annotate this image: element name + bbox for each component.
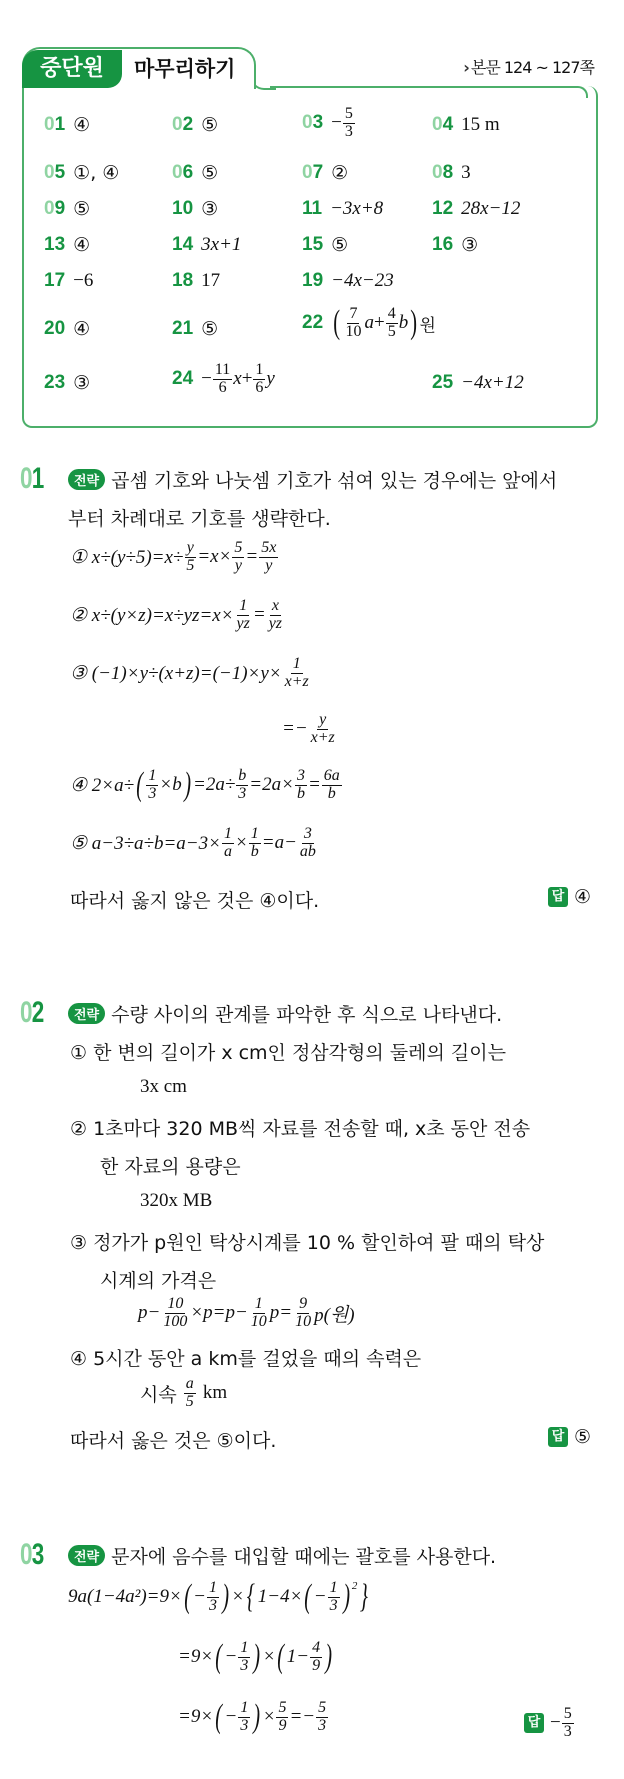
- solution-item-3: ③ (−1)×y÷(x+z)=(−1)×y× $\frac{1}{x+z}$: [70, 655, 309, 690]
- answer-item: 24 − $\frac{11}{6}$ x + $\frac{1}{6}$ y: [172, 361, 275, 396]
- solution-item-4: ④ 2×a÷ ( $\frac{1}{3}$ ×b ) =2a÷ $\frac{b}{3}$ =2a× $\frac{3}{b}$ = $\frac{6a}{b}$: [70, 766, 340, 804]
- strategy-line: 전략 수량 사이의 관계를 파악한 후 식으로 나타낸다.: [68, 1000, 502, 1027]
- answer-item: 09 ⑤: [44, 198, 91, 220]
- conclusion: 따라서 옳지 않은 것은 ④이다.: [70, 890, 320, 912]
- answer-item: 03 − $\frac{5}{3}$: [302, 105, 353, 140]
- answer-item: 19 −4x−23: [302, 270, 394, 291]
- answer-item: 04 15 m: [432, 114, 500, 135]
- chevron-right-icon: ›: [463, 58, 469, 77]
- answer-item: 18 17: [172, 270, 221, 291]
- answer-item: 12 28x−12: [432, 198, 521, 219]
- solution-item-2-answer: 320x MB: [140, 1190, 213, 1211]
- answer-item: 08 3: [432, 162, 471, 183]
- section-number-01: 01: [20, 462, 44, 495]
- answer-item: 07 ②: [302, 162, 349, 184]
- solution-item-1: ① 한 변의 길이가 x cm인 정삼각형의 둘레의 길이는: [70, 1042, 506, 1064]
- answer-item: 02 ⑤: [172, 114, 219, 136]
- solution-item-4-answer: 시속 $\frac{a}{5}$ km: [140, 1375, 228, 1410]
- strategy-badge: 전략: [68, 1545, 105, 1566]
- answer-item: 17 −6: [44, 270, 94, 291]
- answer-badge: 답: [524, 1713, 544, 1733]
- page-range: 본문 124 ~ 127쪽: [470, 58, 594, 77]
- answer-item: 25 −4x+12: [432, 372, 524, 393]
- solution-item-4: ④ 5시간 동안 a km를 걸었을 때의 속력은: [70, 1348, 422, 1370]
- header-tab-main: [22, 50, 122, 88]
- strategy-line: 전략 곱셈 기호와 나눗셈 기호가 섞여 있는 경우에는 앞에서: [68, 466, 557, 493]
- answer-item: 11 −3x+8: [302, 198, 384, 219]
- answer-item: 14 3x+1: [172, 234, 242, 255]
- solution-item-3: ③ 정가가 p원인 탁상시계를 10 % 할인하여 팔 때의 탁상: [70, 1232, 545, 1254]
- solution-item-2: ② x÷(y×z)=x÷yz=x× $\frac{1}{yz}$ = $\frac{x}{yz}$: [70, 597, 283, 632]
- strategy-badge: 전략: [68, 1003, 105, 1024]
- solution-item-3-cont: 시계의 가격은: [100, 1270, 217, 1292]
- solution-item-1-answer: 3x cm: [140, 1076, 187, 1097]
- answer-item: 21 ⑤: [172, 318, 219, 340]
- header-tab-main-label: 중단원: [40, 56, 104, 81]
- answer-item: 06 ⑤: [172, 162, 219, 184]
- calc-line-2: =9× ( − $\frac{1}{3}$ ) × ( 1− $\frac{4}{9}$ ): [178, 1638, 333, 1676]
- page-reference: [463, 55, 594, 78]
- answer-item: 05 ①, ④: [44, 162, 120, 184]
- calc-line-1: 9a(1−4a²)=9× ( − $\frac{1}{3}$ ) × { 1−4× ( − $\frac{1}{3}$ ) $^2$ }: [68, 1578, 369, 1616]
- final-answer: 답 − $\frac{5}{3}$: [524, 1706, 575, 1741]
- final-answer: 답 ④: [548, 886, 591, 908]
- strategy-badge: 전략: [68, 469, 105, 490]
- answer-item: 01 ④: [44, 114, 91, 136]
- answer-item: 16 ③: [432, 234, 479, 256]
- answer-item: 10 ③: [172, 198, 219, 220]
- solution-item-3-cont: =− $\frac{y}{x+z}$: [282, 711, 335, 746]
- solution-item-1: ① x÷(y÷5)=x÷ $\frac{y}{5}$ =x× $\frac{5}{y}$ = $\frac{5x}{y}$: [70, 539, 277, 574]
- answer-item: 23 ③: [44, 372, 91, 394]
- answer-item: 22 ( $\frac{7}{10}$ a + $\frac{4}{5}$ b ) 원: [302, 304, 436, 342]
- calc-line-3: =9× ( − $\frac{1}{3}$ ) × $\frac{5}{9}$ =− $\frac{5}{3}$: [178, 1698, 327, 1736]
- section-number-03: 03: [20, 1538, 44, 1571]
- answer-item: 13 ④: [44, 234, 91, 256]
- final-answer: 답 ⑤: [548, 1426, 591, 1448]
- solution-item-2-cont: 한 자료의 용량은: [100, 1156, 241, 1178]
- strategy-line-cont: 부터 차례대로 기호를 생략한다.: [68, 508, 331, 530]
- solution-item-5: ⑤ a−3÷a÷b=a−3× $\frac{1}{a}$ × $\frac{1}{b}$ =a− $\frac{3}{ab}$: [70, 825, 316, 860]
- strategy-line: 전략 문자에 음수를 대입할 때에는 괄호를 사용한다.: [68, 1542, 496, 1569]
- answer-item: 15 ⑤: [302, 234, 349, 256]
- solution-item-2: ② 1초마다 320 MB씩 자료를 전송할 때, x초 동안 전송: [70, 1118, 531, 1140]
- conclusion: 따라서 옳은 것은 ⑤이다.: [70, 1430, 277, 1452]
- answer-badge: 답: [548, 887, 568, 907]
- solution-item-3-formula: p− $\frac{10}{100}$ ×p=p− $\frac{1}{10}$ p= $\frac{9}{10}$ p(원): [138, 1295, 355, 1330]
- section-number-02: 02: [20, 996, 44, 1029]
- header-tab-sub-label: 마무리하기: [134, 57, 236, 81]
- answer-item: 20 ④: [44, 318, 91, 340]
- answer-badge: 답: [548, 1427, 568, 1447]
